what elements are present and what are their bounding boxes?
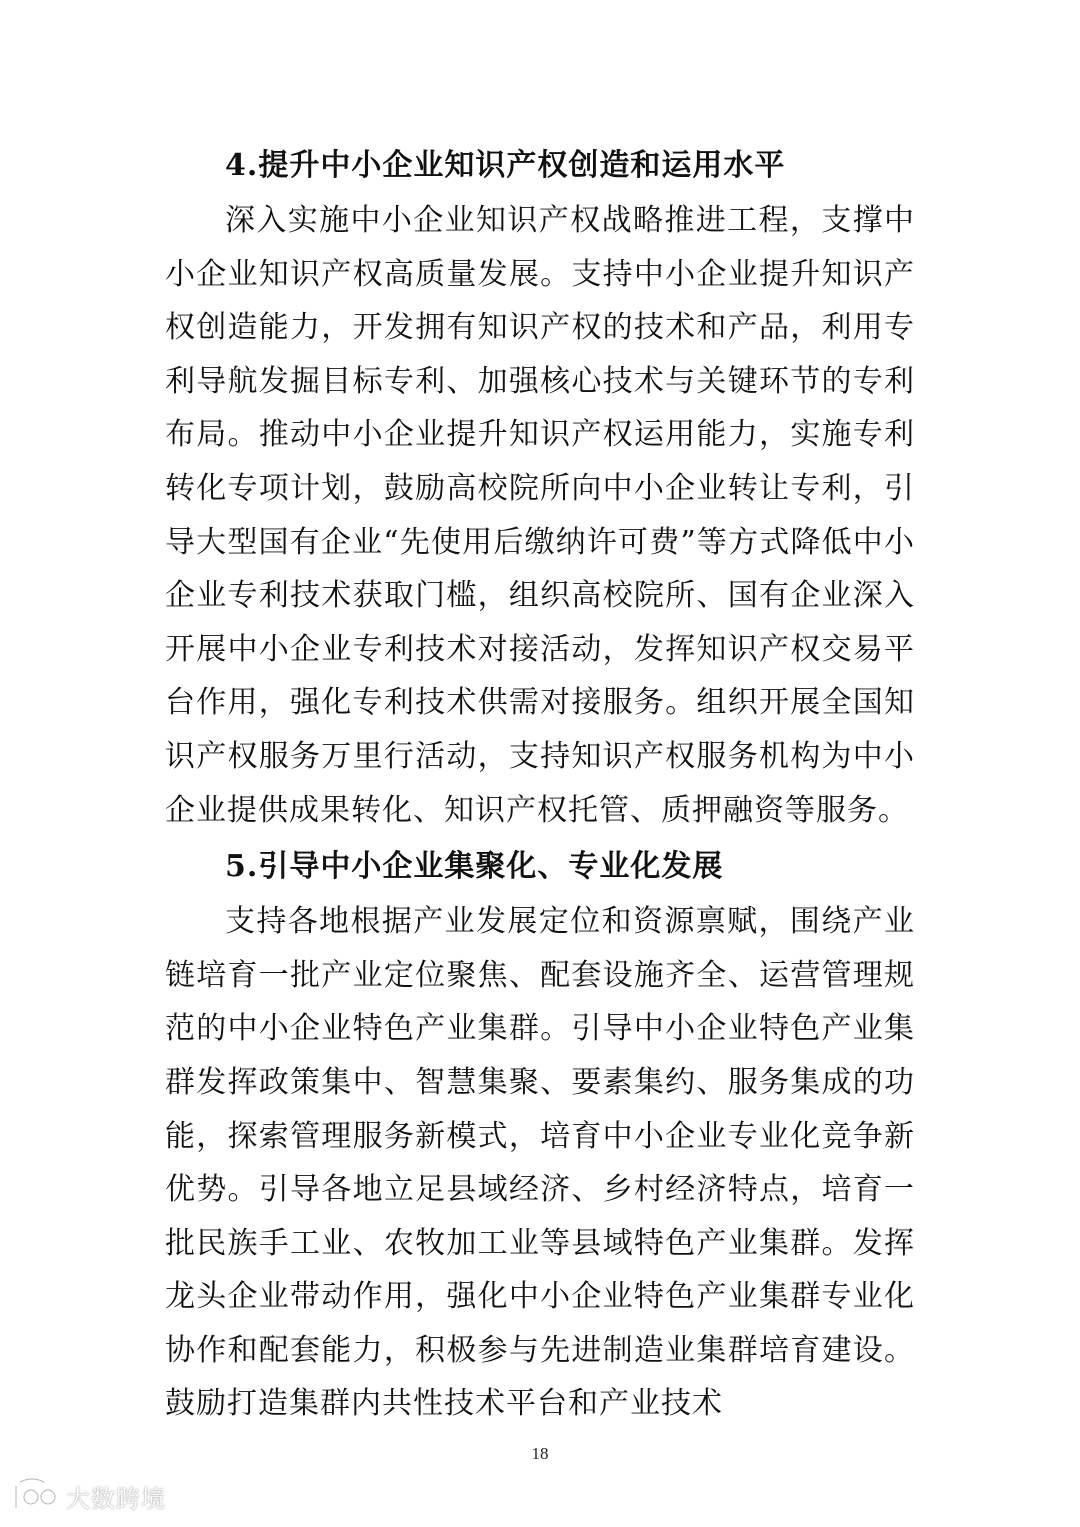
page-number: 18 [531, 1444, 549, 1463]
section-heading-5: 5.引导中小企业集聚化、专业化发展 [225, 849, 724, 885]
watermark [10, 1478, 166, 1514]
dashujukuajing-logo-icon [10, 1478, 60, 1514]
section-paragraph-4: 深入实施中小企业知识产权战略推进工程，支撑中小企业知识产权高质量发展。支持中小企业提升知识产权创造能力，开发拥有知识产权的技术和产品，利用专利导航发掘目标专利、加强核心技术与关键环节的专利布局。推动中小企业提升知识产权运用能力，实施专利转化专项计划，鼓励高校院所向中小企业转让专利，引导大型国有企业“先使用后缴纳许可费”等方式降低中小企业专利技术获取门槛，组织高校院所、国有企业深入开展中小企业专利技术对接活动，发挥知识产权交易平台作用，强化专利技术供需对接服务。组织开展全国知识产权服务万里行活动，支持知识产权服务机构为中小企业提供成果转化、知识产权托管、质押融资等服务。 [165, 203, 915, 828]
watermark-text: 大数跨境 [66, 1484, 166, 1513]
section-heading-4: 4.提升中小企业知识产权创造和运用水平 [225, 148, 786, 183]
document-body [165, 138, 915, 1431]
section-paragraph-5: 支持各地根据产业发展定位和资源禀赋，围绕产业链培育一批产业定位聚焦、配套设施齐全、运营管理规范的中小企业特色产业集群。引导中小企业特色产业集群发挥政策集中、智慧集聚、要素集约、服务集成的功能，探索管理服务新模式，培育中小企业专业化竞争新优势。引导各地立足县域经济、乡村经济特点，培育一批民族手工业、农牧加工业等县域特色产业集群。发挥龙头企业带动作用，强化中小企业特色产业集群专业化协作和配套能力，积极参与先进制造业集群培育建设。鼓励打造集群内共性技术平台和产业技术 [165, 904, 915, 1422]
